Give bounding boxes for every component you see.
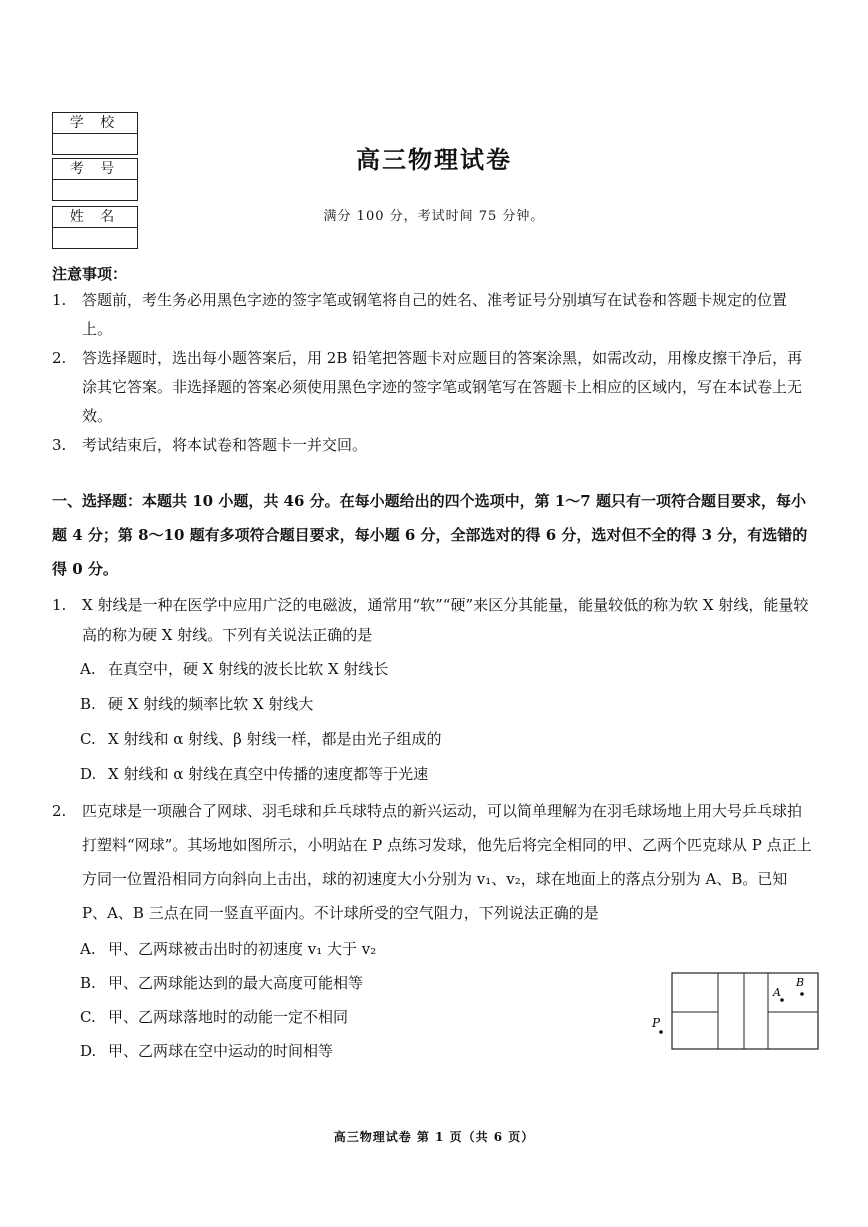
option-c[interactable] [52, 724, 816, 759]
option-text: X 射线和 α 射线、β 射线一样，都是由光子组成的 [108, 730, 442, 748]
question-stem-text: 匹克球是一项融合了网球、羽毛球和乒乓球特点的新兴运动，可以简单理解为在羽毛球场地上用大号乒乓球拍打塑料“网球”。其场地如图所示，小明站在 P 点练习发球，他先后将完全相同的甲、乙两个匹克球从 P 点正上方同一位置沿相同方向斜向上击出，球的初速度大小分别为 v₁、v₂，球在地面上的落点分别为 A、B。已知 P、A、B 三点在同一竖直平面内。不计球所受的空气阻力，下列说法正确的是 [82, 802, 812, 922]
option-text: 在真空中，硬 X 射线的波长比软 X 射线长 [108, 660, 389, 678]
option-label: C. [80, 1008, 96, 1026]
notice-item-text: 答选择题时，选出每小题答案后，用 2B 铅笔把答题卡对应题目的答案涂黑，如需改动，用橡皮擦干净后，再涂其它答案。非选择题的答案必须使用黑色字迹的签字笔或钢笔写在答题卡上相应的区域内，写在本试卷上无效。 [82, 349, 803, 425]
option-b[interactable] [52, 689, 816, 724]
school-label: 学 校 [53, 113, 137, 134]
option-b[interactable] [52, 966, 642, 1000]
notice-item-number: 1. [52, 291, 67, 309]
point-b [800, 992, 804, 996]
option-label: D. [80, 1042, 97, 1060]
option-label: D. [80, 765, 97, 783]
point-b-label: B [796, 976, 805, 989]
notice-item [52, 286, 816, 344]
page-title: 高三物理试卷 [356, 145, 512, 174]
notice-item [52, 344, 816, 431]
point-a-label: A [773, 986, 781, 999]
option-label: B. [80, 974, 96, 992]
option-text: X 射线和 α 射线在真空中传播的速度都等于光速 [108, 765, 429, 783]
exam-number-label: 考 号 [53, 159, 137, 180]
name-label: 姓 名 [53, 207, 137, 228]
option-text: 硬 X 射线的频率比软 X 射线大 [108, 695, 314, 713]
option-text: 甲、乙两球被击出时的初速度 v₁ 大于 v₂ [108, 940, 377, 958]
point-p [659, 1030, 663, 1034]
notice-list [52, 286, 816, 460]
option-label: B. [80, 695, 96, 713]
option-c[interactable] [52, 1000, 642, 1034]
question-stem-text: X 射线是一种在医学中应用广泛的电磁波，通常用“软”“硬”来区分其能量，能量较低的称为软 X 射线，能量较高的称为硬 X 射线。下列有关说法正确的是 [82, 596, 809, 644]
option-text: 甲、乙两球在空中运动的时间相等 [108, 1042, 334, 1060]
option-a[interactable] [52, 932, 642, 966]
page-footer: 高三物理试卷 第 1 页（共 6 页） [333, 1130, 535, 1144]
notice-item [52, 431, 816, 460]
notice-item-text: 答题前，考生务必用黑色字迹的签字笔或钢笔将自己的姓名、准考证号分别填写在试卷和答题卡规定的位置上。 [82, 291, 788, 338]
notice-title: 注意事项： [52, 265, 128, 283]
point-p-label: P [652, 1016, 661, 1030]
notice-item-text: 考试结束后，将本试卷和答题卡一并交回。 [82, 436, 368, 454]
page-subtitle: 满分 100 分，考试时间 75 分钟。 [323, 209, 545, 224]
question-1 [52, 590, 816, 794]
notice-item-number: 2. [52, 349, 67, 367]
option-label: A. [80, 660, 96, 678]
question-stem [52, 590, 816, 650]
notice-item-number: 3. [52, 436, 67, 454]
question-number: 2. [52, 802, 67, 820]
court-figure [648, 972, 820, 1054]
section-heading [52, 484, 816, 586]
question-stem [52, 794, 816, 930]
option-text: 甲、乙两球能达到的最大高度可能相等 [108, 974, 364, 992]
option-label: A. [80, 940, 96, 958]
exam-number-field[interactable] [53, 180, 137, 200]
court-diagram [648, 972, 820, 1054]
name-field[interactable] [53, 228, 137, 248]
option-text: 甲、乙两球落地时的动能一定不相同 [108, 1008, 349, 1026]
option-d[interactable] [52, 1034, 642, 1068]
option-d[interactable] [52, 759, 816, 794]
section-heading-text: 一、选择题：本题共 10 小题，共 46 分。在每小题给出的四个选项中，第 1～7 题只有一项符合题目要求，每小题 4 分；第 8～10 题有多项符合题目要求，每小题 6 分，全部选对的得 6 分，选对但不全的得 3 分，有选错的得 0 分。 [52, 492, 808, 578]
option-label: C. [80, 730, 96, 748]
option-a[interactable] [52, 654, 816, 689]
question-number: 1. [52, 596, 67, 614]
